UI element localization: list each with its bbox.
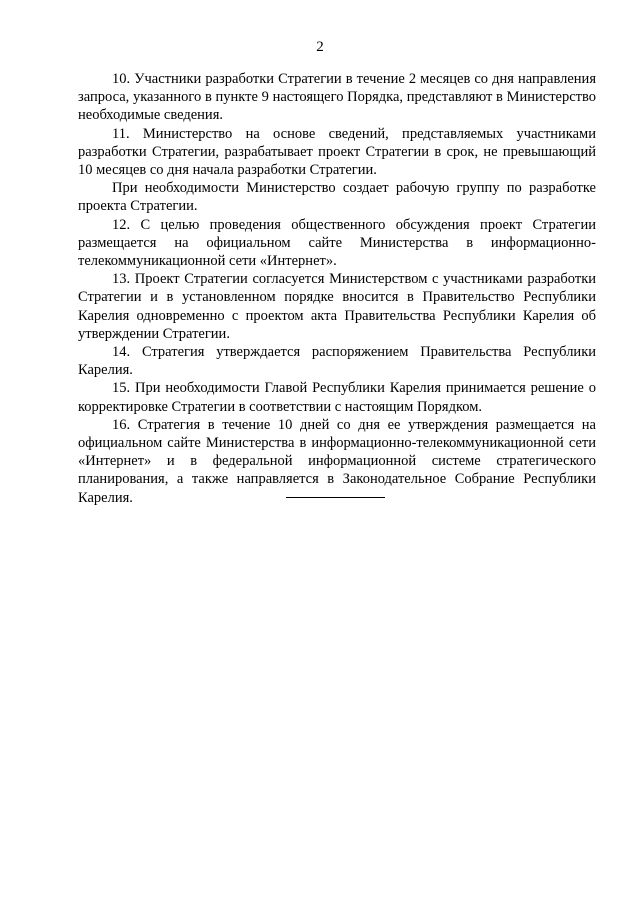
paragraph-item-11: 11. Министерство на основе сведений, представляемых участниками разработки Стратегии, разрабатывает проект Стратегии в срок, не превышающий 10 месяцев со дня начала разработки Стратегии. [78,125,596,179]
paragraph-working-group: При необходимости Министерство создает рабочую группу по разработке проекта Стратегии. [78,180,596,215]
paragraph-item-15: 15. При необходимости Главой Республики Карелия принимается решение о корректировке Стратегии в соответствии с настоящим Порядком. [78,380,596,415]
paragraph-item-13: 13. Проект Стратегии согласуется Министерством с участниками разработки Стратегии и в установленном порядке вносится в Правительство Республики Карелия одновременно с проектом акта Правительства Республики Карелия об утверждении Стратегии. [78,271,596,342]
paragraph-item-14: 14. Стратегия утверждается распоряжением Правительства Республики Карелия. [78,344,596,379]
end-of-document-rule [286,497,385,498]
paragraph-item-10: 10. Участники разработки Стратегии в течение 2 месяцев со дня направления запроса, указанного в пункте 9 настоящего Порядка, представляют в Министерство необходимые сведения. [78,71,596,124]
document-body [78,70,596,507]
paragraph-item-16: 16. Стратегия в течение 10 дней со дня ее утверждения размещается на официальном сайте Министерства в информационно-телекоммуникационной сети «Интернет» и в федеральной информационной системе стратегического планирования, а также направляется в Законодательное Собрание Республики Карелия. [78,416,596,506]
paragraph-item-12: 12. С целью проведения общественного обсуждения проект Стратегии размещается на официальном сайте Министерства в информационно-телекоммуникационной сети «Интернет». [78,216,596,270]
page-number: 2 [316,39,324,55]
